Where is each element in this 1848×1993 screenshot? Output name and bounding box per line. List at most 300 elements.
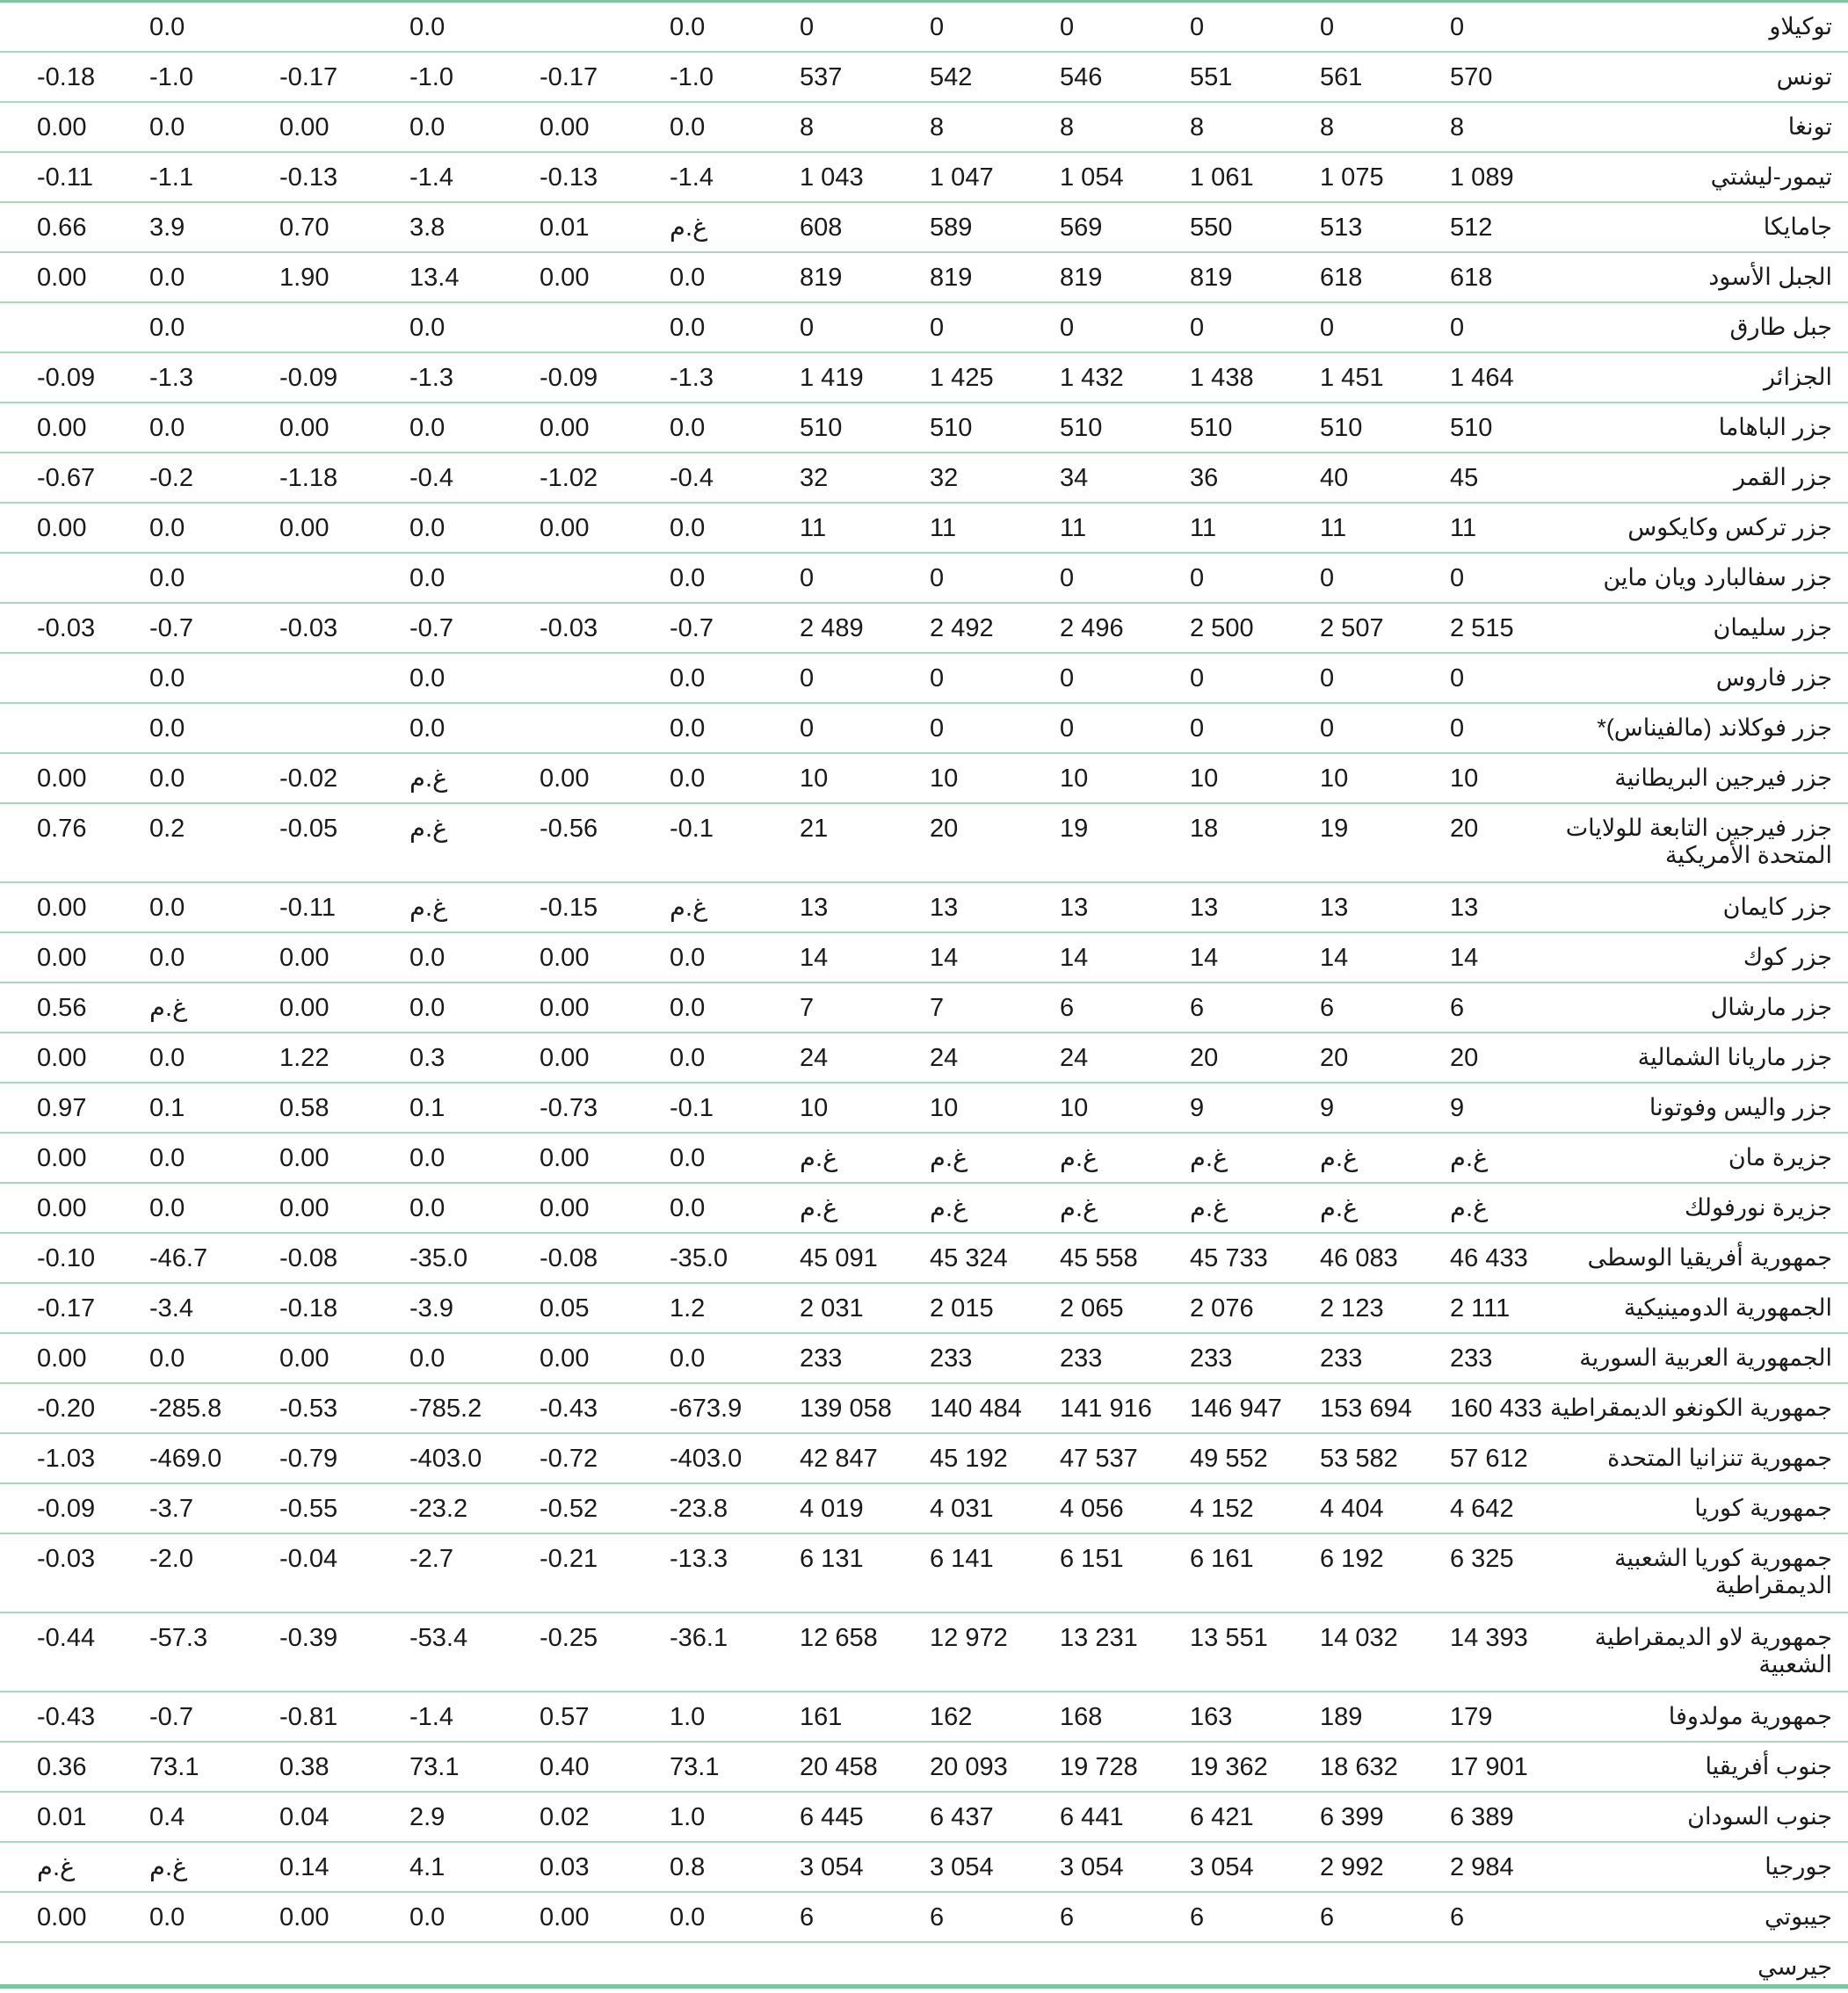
table-cell-col-11: 11 bbox=[1320, 514, 1347, 542]
table-cell-col-2: -469.0 bbox=[149, 1445, 222, 1473]
table-cell-col-10: 2 076 bbox=[1190, 1294, 1254, 1323]
table-cell-col-9: 141 916 bbox=[1060, 1395, 1152, 1423]
table-cell-col-10: 0 bbox=[1190, 314, 1205, 342]
table-cell-col-5 bbox=[540, 654, 663, 704]
table-cell-col-12: 0 bbox=[1450, 13, 1465, 41]
table-cell-col-9: 47 537 bbox=[1060, 1445, 1138, 1473]
table-cell-col-5: 0.57 bbox=[540, 1703, 590, 1731]
table-cell-col-1: 0.56 bbox=[37, 994, 87, 1022]
table-cell-col-12: 0 bbox=[1450, 714, 1465, 743]
row-label-territory: الجمهورية العربية السورية bbox=[1579, 1344, 1832, 1371]
table-cell-col-11: غ.م bbox=[1320, 1194, 1359, 1222]
table-cell-col-1: 0.00 bbox=[37, 944, 87, 972]
row-label-territory: الجزائر bbox=[1764, 364, 1832, 390]
table-cell-col-6: 0.0 bbox=[670, 714, 706, 743]
table-cell-col-8: 0 bbox=[930, 714, 945, 743]
table-cell-col-8: 7 bbox=[930, 994, 945, 1022]
table-cell-col-2: 0.0 bbox=[149, 1344, 185, 1373]
table-cell-col-6: 0.0 bbox=[670, 765, 706, 793]
table-cell-col-3: 0.04 bbox=[279, 1803, 330, 1831]
table-cell-col-5 bbox=[540, 704, 663, 754]
row-label-territory: تيمور-ليشتي bbox=[1710, 163, 1832, 190]
table-cell-col-5: -0.52 bbox=[540, 1495, 598, 1523]
table-cell-col-1: 0.76 bbox=[37, 815, 87, 843]
table-cell-col-7: 0 bbox=[800, 314, 815, 342]
table-cell-col-6: -0.1 bbox=[670, 1094, 714, 1122]
table-cell-col-3: -0.04 bbox=[279, 1545, 338, 1573]
table-cell-col-10: 19 362 bbox=[1190, 1753, 1268, 1781]
table-cell-col-8: 20 093 bbox=[930, 1753, 1008, 1781]
table-cell-col-1: غ.م bbox=[37, 1853, 76, 1881]
table-cell-col-3 bbox=[279, 704, 402, 754]
table-cell-col-3 bbox=[279, 3, 402, 53]
table-row bbox=[0, 453, 1848, 504]
table-cell-col-7: 6 445 bbox=[800, 1803, 864, 1831]
table-cell-col-11: 0 bbox=[1320, 564, 1335, 592]
table-cell-col-8: 2 492 bbox=[930, 614, 994, 642]
table-row bbox=[0, 203, 1848, 253]
table-cell-col-5: 0.00 bbox=[540, 1344, 590, 1373]
table-cell-col-1: -0.10 bbox=[37, 1244, 96, 1272]
table-cell-col-11: 2 992 bbox=[1320, 1853, 1384, 1881]
table-cell-col-9: 0 bbox=[1060, 564, 1075, 592]
table-cell-col-10: 18 bbox=[1190, 815, 1219, 843]
table-cell-col-10: 9 bbox=[1190, 1094, 1205, 1122]
table-cell-col-11: 9 bbox=[1320, 1094, 1335, 1122]
table-cell-col-3: -0.18 bbox=[279, 1294, 338, 1323]
table-cell-col-10: 6 161 bbox=[1190, 1545, 1254, 1573]
table-cell-col-4: 0.0 bbox=[409, 1344, 446, 1373]
table-cell-col-5: -1.02 bbox=[540, 464, 598, 492]
table-cell-col-12: 2 515 bbox=[1450, 614, 1514, 642]
table-cell-col-8: 10 bbox=[930, 1094, 959, 1122]
table-cell-col-3: 0.00 bbox=[279, 944, 330, 972]
table-cell-col-4: 4.1 bbox=[409, 1853, 446, 1881]
table-cell-col-12: 20 bbox=[1450, 815, 1479, 843]
table-cell-col-6: غ.م bbox=[670, 214, 708, 242]
table-cell-col-2: 0.0 bbox=[149, 414, 185, 442]
table-cell-col-3: 0.00 bbox=[279, 1344, 330, 1373]
row-label-territory: جزر ماريانا الشمالية bbox=[1637, 1044, 1832, 1070]
table-cell-col-7: 139 058 bbox=[800, 1395, 892, 1423]
table-row bbox=[0, 153, 1848, 203]
table-cell-col-7: 0 bbox=[800, 714, 815, 743]
table-cell-col-8: 2 015 bbox=[930, 1294, 994, 1323]
row-label-territory: جنوب السودان bbox=[1687, 1803, 1832, 1830]
table-cell-col-10: 551 bbox=[1190, 63, 1233, 91]
table-cell-col-2: 0.0 bbox=[149, 1144, 185, 1172]
row-label-territory: جمهورية كوريا الشعبية الديمقراطية bbox=[1614, 1545, 1832, 1598]
table-cell-col-10: 3 054 bbox=[1190, 1853, 1254, 1881]
table-cell-col-12: 0 bbox=[1450, 664, 1465, 692]
table-cell-col-4: 73.1 bbox=[409, 1753, 460, 1781]
table-cell-col-12: 11 bbox=[1450, 514, 1477, 542]
table-cell-col-7: 2 031 bbox=[800, 1294, 864, 1323]
table-cell-col-7: 0 bbox=[800, 13, 815, 41]
table-cell-col-11: 14 bbox=[1320, 944, 1349, 972]
table-cell-col-1: -0.67 bbox=[37, 464, 96, 492]
row-label-territory: الجمهورية الدومينيكية bbox=[1623, 1294, 1832, 1321]
table-cell-col-6: -35.0 bbox=[670, 1244, 728, 1272]
table-row bbox=[0, 554, 1848, 604]
table-cell-col-7: 4 019 bbox=[800, 1495, 864, 1523]
table-cell-col-7: 12 658 bbox=[800, 1624, 878, 1652]
table-row bbox=[0, 1234, 1848, 1284]
table-row bbox=[0, 704, 1848, 754]
table-cell-col-7: 2 489 bbox=[800, 614, 864, 642]
table-cell-col-2: -3.7 bbox=[149, 1495, 193, 1523]
table-row bbox=[0, 1083, 1848, 1134]
table-cell-col-2: 73.1 bbox=[149, 1753, 199, 1781]
table-cell-col-10: 6 bbox=[1190, 994, 1205, 1022]
table-cell-col-7: 819 bbox=[800, 264, 843, 292]
table-cell-col-7: 14 bbox=[800, 944, 829, 972]
table-cell-col-8: 11 bbox=[930, 514, 957, 542]
table-cell-col-12: 17 901 bbox=[1450, 1753, 1528, 1781]
table-cell-col-10: 49 552 bbox=[1190, 1445, 1268, 1473]
table-cell-col-9: 6 151 bbox=[1060, 1545, 1124, 1573]
table-cell-col-11: 6 bbox=[1320, 1903, 1335, 1931]
table-cell-col-2: غ.م bbox=[149, 994, 188, 1022]
table-cell-col-4: 0.0 bbox=[409, 113, 446, 141]
table-cell-col-2: 0.0 bbox=[149, 514, 185, 542]
table-cell-col-5: -0.09 bbox=[540, 364, 598, 392]
table-cell-col-3: -0.39 bbox=[279, 1624, 338, 1652]
table-cell-col-5: -0.56 bbox=[540, 815, 598, 843]
table-cell-col-11: 618 bbox=[1320, 264, 1363, 292]
table-cell-col-9: 0 bbox=[1060, 13, 1075, 41]
table-cell-col-3: 0.38 bbox=[279, 1753, 330, 1781]
row-label-territory: جمهورية مولدوفا bbox=[1668, 1703, 1832, 1729]
table-cell-col-4: 0.0 bbox=[409, 13, 446, 41]
table-cell-col-3: 0.00 bbox=[279, 1903, 330, 1931]
table-cell-col-7: 13 bbox=[800, 894, 829, 922]
table-cell-col-11: 0 bbox=[1320, 664, 1335, 692]
table-cell-col-6: -23.8 bbox=[670, 1495, 728, 1523]
row-label-territory: تونغا bbox=[1787, 113, 1832, 140]
table-cell-col-5: -0.17 bbox=[540, 63, 598, 91]
table-cell-col-2: -46.7 bbox=[149, 1244, 208, 1272]
table-cell-col-3: 0.00 bbox=[279, 514, 330, 542]
table-cell-col-2: 3.9 bbox=[149, 214, 185, 242]
table-cell-col-3: 0.00 bbox=[279, 414, 330, 442]
table-cell-col-7: 233 bbox=[800, 1344, 843, 1373]
table-cell-col-12: 233 bbox=[1450, 1344, 1493, 1373]
row-label-territory: جمهورية لاو الديمقراطية الشعبية bbox=[1594, 1624, 1832, 1678]
table-cell-col-1: -0.20 bbox=[37, 1395, 96, 1423]
table-cell-col-6: 0.0 bbox=[670, 1194, 706, 1222]
table-cell-col-8: 32 bbox=[930, 464, 959, 492]
table-row bbox=[0, 1184, 1848, 1234]
table-cell-col-3: 0.70 bbox=[279, 214, 330, 242]
table-cell-col-12: 6 389 bbox=[1450, 1803, 1514, 1831]
row-label-territory: جزر سليمان bbox=[1713, 614, 1832, 641]
table-cell-col-3: 0.00 bbox=[279, 1144, 330, 1172]
table-cell-col-10: 1 061 bbox=[1190, 163, 1254, 192]
table-cell-col-5: 0.00 bbox=[540, 113, 590, 141]
table-cell-col-12: غ.م bbox=[1450, 1194, 1489, 1222]
table-cell-col-2: 0.4 bbox=[149, 1803, 185, 1831]
table-cell-col-8: 1 047 bbox=[930, 163, 994, 192]
table-cell-col-11: 2 123 bbox=[1320, 1294, 1384, 1323]
table-cell-col-9: 3 054 bbox=[1060, 1853, 1124, 1881]
table-cell-col-9: 19 bbox=[1060, 815, 1089, 843]
table-cell-col-8: 45 324 bbox=[930, 1244, 1008, 1272]
table-cell-col-2: -2.0 bbox=[149, 1545, 193, 1573]
table-cell-col-5 bbox=[540, 303, 663, 353]
table-cell-col-5: 0.00 bbox=[540, 765, 590, 793]
table-row bbox=[0, 3, 1848, 53]
table-cell-col-9: 13 231 bbox=[1060, 1624, 1138, 1652]
table-cell-col-7: 45 091 bbox=[800, 1244, 878, 1272]
table-cell-col-9: 11 bbox=[1060, 514, 1087, 542]
table-cell-col-12: 0 bbox=[1450, 314, 1465, 342]
table-cell-col-3 bbox=[279, 303, 402, 353]
table-cell-col-8: 20 bbox=[930, 815, 959, 843]
table-row bbox=[0, 1334, 1848, 1384]
table-cell-col-3: -0.53 bbox=[279, 1395, 338, 1423]
table-cell-col-10: 36 bbox=[1190, 464, 1219, 492]
table-cell-col-6: -673.9 bbox=[670, 1395, 743, 1423]
table-cell-col-4: -0.7 bbox=[409, 614, 453, 642]
table-cell-col-3: -0.03 bbox=[279, 614, 338, 642]
row-label-territory: جورجيا bbox=[1765, 1853, 1832, 1880]
table-cell-col-1: -0.03 bbox=[37, 1545, 96, 1573]
table-row bbox=[0, 53, 1848, 103]
table-cell-col-1: 0.00 bbox=[37, 1344, 87, 1373]
table-cell-col-7: 24 bbox=[800, 1044, 829, 1072]
table-cell-col-2: 0.0 bbox=[149, 765, 185, 793]
table-cell-col-6: 0.0 bbox=[670, 564, 706, 592]
row-label-territory: جزر واليس وفوتونا bbox=[1649, 1094, 1832, 1120]
table-cell-col-10: 0 bbox=[1190, 564, 1205, 592]
table-cell-col-4: -1.3 bbox=[409, 364, 453, 392]
table-cell-col-6: 1.2 bbox=[670, 1294, 706, 1323]
table-cell-col-4: -1.0 bbox=[409, 63, 453, 91]
table-cell-col-1: -0.44 bbox=[37, 1624, 96, 1652]
table-cell-col-7: 537 bbox=[800, 63, 843, 91]
table-cell-col-9: 0 bbox=[1060, 664, 1075, 692]
table-cell-col-12: 512 bbox=[1450, 214, 1493, 242]
table-cell-col-8: 45 192 bbox=[930, 1445, 1008, 1473]
table-row bbox=[0, 1434, 1848, 1484]
table-cell-col-3: 0.58 bbox=[279, 1094, 330, 1122]
table-cell-col-8: 0 bbox=[930, 564, 945, 592]
table-cell-col-1 bbox=[37, 554, 160, 604]
table-row bbox=[0, 1692, 1848, 1743]
table-cell-col-9: 0 bbox=[1060, 314, 1075, 342]
table-cell-col-11: 19 bbox=[1320, 815, 1349, 843]
table-cell-col-9: 1 432 bbox=[1060, 364, 1124, 392]
table-cell-col-4: 0.0 bbox=[409, 414, 446, 442]
table-cell-col-10: 6 bbox=[1190, 1903, 1205, 1931]
table-cell-col-12: 160 433 bbox=[1450, 1395, 1542, 1423]
table-cell-col-6: 0.0 bbox=[670, 264, 706, 292]
table-cell-col-2: 0.0 bbox=[149, 564, 185, 592]
table-row bbox=[0, 1534, 1848, 1613]
table-cell-col-5: 0.01 bbox=[540, 214, 590, 242]
table-cell-col-1: 0.00 bbox=[37, 1144, 87, 1172]
table-cell-col-11: 13 bbox=[1320, 894, 1349, 922]
table-cell-col-11: 513 bbox=[1320, 214, 1363, 242]
table-cell-col-2: 0.2 bbox=[149, 815, 185, 843]
table-cell-col-5: -0.43 bbox=[540, 1395, 598, 1423]
table-cell-col-3: -0.79 bbox=[279, 1445, 338, 1473]
table-cell-col-3: 0.00 bbox=[279, 994, 330, 1022]
table-row bbox=[0, 983, 1848, 1033]
table-cell-col-9: 10 bbox=[1060, 765, 1089, 793]
table-row bbox=[0, 353, 1848, 403]
table-cell-col-7: 10 bbox=[800, 1094, 829, 1122]
table-cell-col-7: 21 bbox=[800, 815, 829, 843]
table-cell-col-9: 34 bbox=[1060, 464, 1089, 492]
table-cell-col-6: 0.0 bbox=[670, 664, 706, 692]
table-cell-col-9: 819 bbox=[1060, 264, 1103, 292]
table-cell-col-8: 140 484 bbox=[930, 1395, 1022, 1423]
table-cell-col-7: غ.م bbox=[800, 1194, 838, 1222]
table-cell-col-2: 0.0 bbox=[149, 1044, 185, 1072]
table-cell-col-1: -1.03 bbox=[37, 1445, 96, 1473]
table-cell-col-6: -0.1 bbox=[670, 815, 714, 843]
table-cell-col-10: غ.م bbox=[1190, 1194, 1228, 1222]
table-cell-col-8: 162 bbox=[930, 1703, 973, 1731]
table-cell-col-3: -0.08 bbox=[279, 1244, 338, 1272]
table-cell-col-11: 561 bbox=[1320, 63, 1363, 91]
table-row bbox=[0, 654, 1848, 704]
row-label-territory: جزر فوكلاند (مالفيناس)* bbox=[1597, 714, 1832, 741]
table-cell-col-6: 0.0 bbox=[670, 1044, 706, 1072]
table-cell-col-12: 6 bbox=[1450, 1903, 1465, 1931]
table-cell-col-3: -0.55 bbox=[279, 1495, 338, 1523]
table-cell-col-7: 8 bbox=[800, 113, 815, 141]
table-cell-col-11: 153 694 bbox=[1320, 1395, 1412, 1423]
table-cell-col-4: 0.0 bbox=[409, 1144, 446, 1172]
table-cell-col-4: 0.0 bbox=[409, 944, 446, 972]
table-cell-col-8: 6 437 bbox=[930, 1803, 994, 1831]
table-row bbox=[0, 754, 1848, 804]
table-cell-col-10: 6 421 bbox=[1190, 1803, 1254, 1831]
table-cell-col-7: 3 054 bbox=[800, 1853, 864, 1881]
table-cell-col-1: -0.18 bbox=[37, 63, 96, 91]
table-cell-col-5: 0.03 bbox=[540, 1853, 590, 1881]
row-label-territory: جزر كايمان bbox=[1722, 894, 1832, 920]
table-cell-col-7: 510 bbox=[800, 414, 843, 442]
table-cell-col-3: -0.05 bbox=[279, 815, 338, 843]
table-cell-col-7: 32 bbox=[800, 464, 829, 492]
table-cell-col-12: 10 bbox=[1450, 765, 1479, 793]
table-cell-col-10: 0 bbox=[1190, 13, 1205, 41]
table-cell-col-5: 0.00 bbox=[540, 1903, 590, 1931]
table-cell-col-12: 4 642 bbox=[1450, 1495, 1514, 1523]
table-cell-col-2: 0.0 bbox=[149, 113, 185, 141]
table-cell-col-3: -0.09 bbox=[279, 364, 338, 392]
table-cell-col-6: 0.0 bbox=[670, 1344, 706, 1373]
table-cell-col-8: 3 054 bbox=[930, 1853, 994, 1881]
table-cell-col-7: 1 043 bbox=[800, 163, 864, 192]
table-cell-col-4: 0.0 bbox=[409, 994, 446, 1022]
table-cell-col-10: 819 bbox=[1190, 264, 1233, 292]
table-cell-col-6: 0.0 bbox=[670, 1144, 706, 1172]
table-cell-col-12: 57 612 bbox=[1450, 1445, 1528, 1473]
table-row bbox=[0, 1484, 1848, 1534]
table-cell-col-3: 1.90 bbox=[279, 264, 330, 292]
table-cell-col-9: غ.م bbox=[1060, 1144, 1098, 1172]
table-cell-col-5: -0.21 bbox=[540, 1545, 598, 1573]
table-cell-col-6: 0.0 bbox=[670, 1903, 706, 1931]
table-cell-col-6: 73.1 bbox=[670, 1753, 720, 1781]
table-cell-col-9: 6 bbox=[1060, 994, 1075, 1022]
table-cell-col-5: -0.13 bbox=[540, 163, 598, 192]
table-cell-col-12: 14 393 bbox=[1450, 1624, 1528, 1652]
table-cell-col-11: 510 bbox=[1320, 414, 1363, 442]
table-cell-col-9: غ.م bbox=[1060, 1194, 1098, 1222]
table-cell-col-8: 10 bbox=[930, 765, 959, 793]
table-cell-col-6: 0.0 bbox=[670, 314, 706, 342]
table-cell-col-11: 6 bbox=[1320, 994, 1335, 1022]
table-cell-col-4: 0.0 bbox=[409, 514, 446, 542]
table-row bbox=[0, 1613, 1848, 1692]
table-cell-col-7: 42 847 bbox=[800, 1445, 878, 1473]
table-cell-col-9: 0 bbox=[1060, 714, 1075, 743]
row-label-territory: جبل طارق bbox=[1729, 314, 1832, 340]
table-cell-col-4: -3.9 bbox=[409, 1294, 453, 1323]
row-label-territory: جمهورية كوريا bbox=[1694, 1495, 1832, 1521]
row-label-territory: جزر تركس وكايكوس bbox=[1627, 514, 1832, 540]
table-cell-col-9: 6 bbox=[1060, 1903, 1075, 1931]
table-cell-col-2: 0.0 bbox=[149, 664, 185, 692]
table-cell-col-11: 189 bbox=[1320, 1703, 1363, 1731]
table-cell-col-11: 40 bbox=[1320, 464, 1349, 492]
table-row bbox=[0, 1134, 1848, 1184]
table-cell-col-9: 510 bbox=[1060, 414, 1103, 442]
table-cell-col-9: 2 065 bbox=[1060, 1294, 1124, 1323]
table-cell-col-6: -1.4 bbox=[670, 163, 714, 192]
table-cell-col-12: 570 bbox=[1450, 63, 1493, 91]
table-cell-col-9: 19 728 bbox=[1060, 1753, 1138, 1781]
table-cell-col-12: 6 bbox=[1450, 994, 1465, 1022]
table-row bbox=[0, 303, 1848, 353]
row-label-territory: جزيرة مان bbox=[1728, 1144, 1832, 1170]
table-cell-col-10: 13 bbox=[1190, 894, 1219, 922]
table-cell-col-1: 0.00 bbox=[37, 894, 87, 922]
table-cell-col-9: 10 bbox=[1060, 1094, 1089, 1122]
table-cell-col-9: 13 bbox=[1060, 894, 1089, 922]
table-cell-col-4: 0.0 bbox=[409, 564, 446, 592]
table-cell-col-4: غ.م bbox=[409, 765, 448, 793]
table-cell-col-10: 233 bbox=[1190, 1344, 1233, 1373]
row-label-territory: جزر سفالبارد ويان ماين bbox=[1603, 564, 1832, 591]
table-cell-col-8: 233 bbox=[930, 1344, 973, 1373]
table-cell-col-5: 0.00 bbox=[540, 1144, 590, 1172]
table-cell-col-9: 6 441 bbox=[1060, 1803, 1124, 1831]
table-cell-col-1: -0.11 bbox=[37, 163, 93, 192]
table-cell-col-5: 0.00 bbox=[540, 264, 590, 292]
row-label-territory: جيبوتي bbox=[1765, 1903, 1832, 1930]
table-cell-col-2: 0.0 bbox=[149, 944, 185, 972]
table-cell-col-6: غ.م bbox=[670, 894, 708, 922]
table-cell-col-1: 0.97 bbox=[37, 1094, 87, 1122]
table-cell-col-4: -1.4 bbox=[409, 1703, 453, 1731]
table-cell-col-4: -53.4 bbox=[409, 1624, 468, 1652]
table-cell-col-7: 161 bbox=[800, 1703, 843, 1731]
table-cell-col-8: 510 bbox=[930, 414, 973, 442]
table-cell-col-6: -0.4 bbox=[670, 464, 714, 492]
table-cell-col-1: 0.00 bbox=[37, 1903, 87, 1931]
table-cell-col-8: 24 bbox=[930, 1044, 959, 1072]
table-cell-col-9: 546 bbox=[1060, 63, 1103, 91]
table-cell-col-7: غ.م bbox=[800, 1144, 838, 1172]
table-cell-col-2: 0.0 bbox=[149, 13, 185, 41]
